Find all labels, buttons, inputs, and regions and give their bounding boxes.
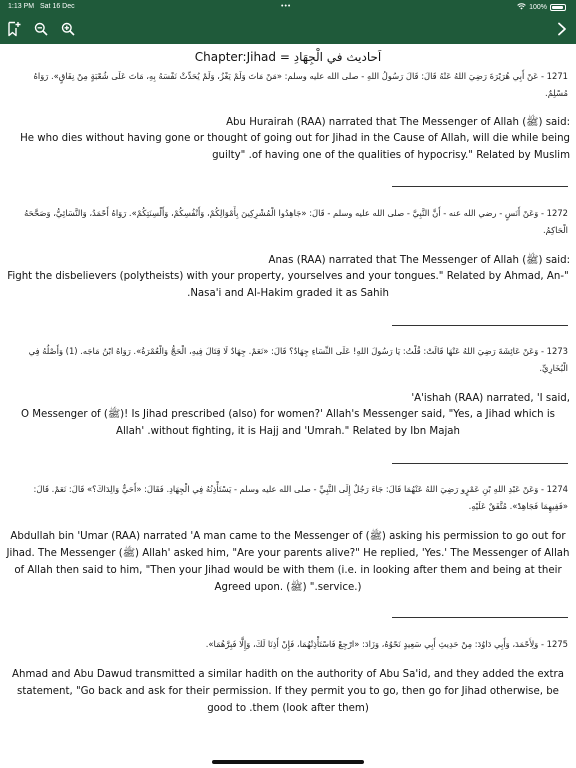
hadith-content[interactable]: [0, 44, 576, 768]
battery-percent: 100%: [529, 4, 547, 11]
hadith-english-1272: Fight the disbelievers (polytheists) with your property, yourselves and your tongues." Related by Ahmad, An-" .Nasa'i and Al-Hakim graded it as Sahih: [7, 271, 569, 299]
status-right: [517, 3, 566, 12]
zoom-out-icon[interactable]: [32, 20, 50, 38]
divider: [392, 325, 568, 326]
status-date: Sat 16 Dec: [40, 3, 75, 10]
hadith-english-1271-intro: :said (ﷺ) Abu Hurairah (RAA) narrated that The Messenger of Allah: [226, 117, 570, 128]
hadith-arabic-1275: 1275 - وَلِأَحْمَدَ، وَأَبِي دَاوُدَ: مِنْ حَدِيثِ أَبِي سَعِيدٍ نَحْوُهُ، وَزَادَ: «ارْجِعْ فَاسْتَأْذِنْهُمَا، فَإِنْ أَذِنَا لَكَ، وَإِلَّا فَبِرَّهُمَا».: [205, 639, 568, 649]
status-time: 1:13 PM: [8, 3, 35, 10]
wifi-icon: [517, 3, 526, 12]
hadith-english-1274: asking his permission to go out for (ﷺ) Abdullah bin 'Umar (RAA) narrated 'A man came to the Messenger of Allah' asked him, "Are your parents alive?" He replied, 'Yes.' The Messenger of Allah (ﷺ) Jihad. The Messenger of Allah then said to him, "Then your Jihad would be with them (i.e. in looking after them and being at their service.)." (ﷺ) .Agreed upon: [6, 531, 570, 593]
hadith-english-1275: Ahmad and Abu Dawud transmitted a similar hadith on the authority of Abu Sa'id, and they added the extra statement, "Go back and ask for their permission. If they permit you to go, then go for Jihad otherwise, be good to .them (look after them): [12, 669, 564, 714]
divider: [392, 463, 568, 464]
divider: [392, 186, 568, 187]
hadith-english-1273: Is Jihad prescribed (also) for women?' Allah's Messenger said, "Yes, a Jihad which is !(ﷺ) O Messenger of Allah' .without fighting, it is Hajj and 'Umrah." Related by Ibn Majah: [21, 409, 555, 437]
battery-icon: [550, 4, 566, 11]
hadith-english-1272-intro: :said (ﷺ) Anas (RAA) narrated that The Messenger of Allah: [268, 255, 570, 266]
home-indicator[interactable]: [212, 760, 364, 764]
zoom-in-icon[interactable]: [59, 20, 77, 38]
divider: [392, 617, 568, 618]
chapter-title: Chapter:Jihad = اَحاديث في الْجِهَادِ: [194, 50, 382, 64]
hadith-english-1273-intro: ,A'ishah (RAA) narrated, 'I said': [411, 393, 570, 404]
bookmark-add-icon[interactable]: [5, 20, 23, 38]
multitasking-dots[interactable]: •••: [281, 3, 292, 10]
status-bar: [0, 0, 576, 14]
chevron-right-icon[interactable]: [553, 20, 571, 38]
hadith-english-1271: He who dies without having gone or thought of going out for Jihad in the Cause of Allah, will die while being guilty" .of having one of the qualities of hypocrisy." Related by Muslim: [20, 133, 570, 161]
toolbar: [0, 14, 576, 44]
hadith-arabic-1272: 1272 - وَعَنْ أَنَسٍ - رضي الله عنه - أَنَّ النَّبِيَّ - صلى الله عليه وسلم - قَالَ: «جَاهِدُوا الْمُشْرِكِينَ بِأَمْوَالِكُمْ، وَأَنْفُسِكُمْ، وَأَلْسِنَتِكُمْ». رَوَاهُ أَحْمَدُ، وَالنَّسَائِيُّ، وَصَحَّحَهُ الْحَاكِمُ.: [24, 208, 568, 235]
hadith-arabic-1273: 1273 - وَعَنْ عَائِشَةَ رَضِيَ اللهُ عَنْهَا قَالَتْ: قُلْتُ: يَا رَسُولَ اللهِ! عَلَى النِّسَاءِ جِهَادٌ؟ قَالَ: «نَعَمْ. جِهَادٌ لَا قِتَالَ فِيهِ، الْحَجُّ وَالْعُمْرَةُ». رَوَاهُ ابْنُ مَاجَه. (1) وَأَصْلُهُ فِي الْبُخَارِيِّ.: [28, 346, 568, 373]
hadith-arabic-1274: 1274 - وَعَنْ عَبْدِ اللهِ بْنِ عَمْرٍو رَضِيَ اللهُ عَنْهُمَا قَالَ: جَاءَ رَجُلٌ إِلَى النَّبِيِّ - صلى الله عليه وسلم - يَسْتَأْذِنُهُ فِي الْجِهَادِ. فَقَالَ: «أَحَيٌّ وَالِدَاكَ؟» قَالَ: نَعَمْ. قَالَ: «فَفِيهِمَا فَجَاهِدْ». مُتَّفَقٌ عَلَيْهِ.: [33, 484, 568, 511]
hadith-arabic-1271: 1271 - عَنْ أَبِي هُرَيْرَةَ رَضِيَ اللهُ عَنْهُ قَالَ: قَالَ رَسُولُ اللهِ - صلى الله عليه وسلم: «مَنْ مَاتَ وَلَمْ يَغْزُ، وَلَمْ يُحَدِّثْ نَفْسَهُ بِهِ، مَاتَ عَلَى شُعْبَةٍ مِنْ نِفَاقٍ». رَوَاهُ مُسْلِمٌ.: [33, 71, 568, 98]
